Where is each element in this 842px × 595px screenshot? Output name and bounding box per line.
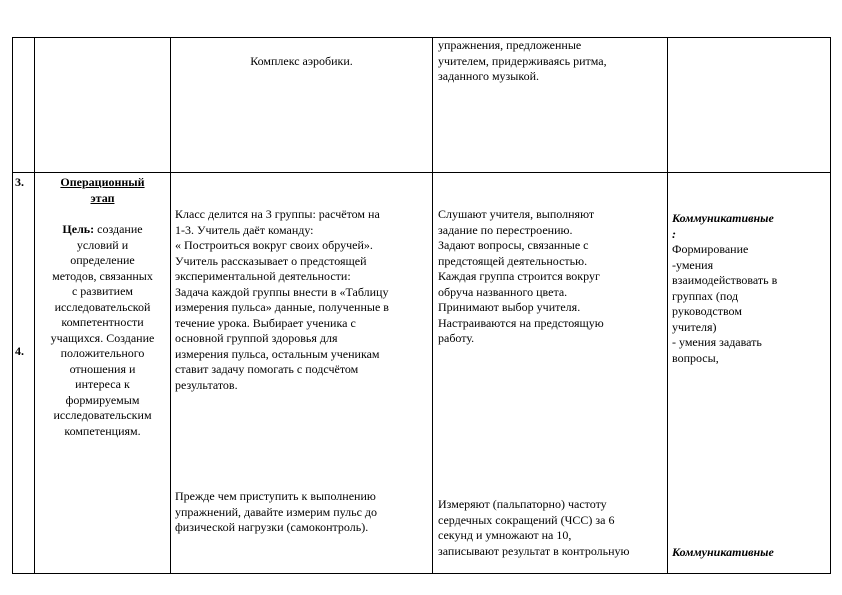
student-activity-prev-cell: упражнения, предложенные учителем, придерживаясь ритма, заданного музыкой.: [438, 38, 607, 83]
stage-goal: Цель: создание: [62, 222, 143, 236]
uud-heading: Коммуникативные: [672, 211, 774, 225]
table-border-left: [12, 37, 13, 573]
teacher-activity-cell: Класс делится на 3 группы: расчётом на 1-3. Учитель даёт команду: « Построиться вокруг своих обручей». Учитель рассказывает о предстоящей экспериментальной деятельности: Задача каждой группы внести в «Таблицу измерения пульса» данные, полученные в течение урока. Выбирает ученика с основной группой здоровья для измерения пульса, остальным ученикам ставит задачу помогать с подсчётом результатов.: [175, 207, 389, 392]
goal-label: Цель:: [62, 222, 95, 236]
teacher-activity-pulse: Прежде чем приступить к выполнению упражнений, давайте измерим пульс до физической нагрузки (самоконтроль).: [175, 489, 378, 534]
table-border-right: [830, 37, 831, 573]
student-activity-cell: Слушают учителя, выполняют задание по перестроению. Задают вопросы, связанные с предстоящей деятельностью. Каждая группа строится вокруг обруча названного цвета. Принимают выбор учителя. Настраиваются на предстоящую работу.: [438, 207, 604, 345]
column-divider-4: [667, 37, 668, 573]
uud-cell: Коммуникативные : Формирование -умения взаимодействовать в группах (под руководством учителя) - умения задавать вопросы,: [672, 211, 829, 366]
row-number-4: 4.: [15, 344, 24, 358]
column-divider-2: [170, 37, 171, 573]
aerobics-complex-cell: Комплекс аэробики.: [250, 54, 353, 68]
uud-heading-2: Коммуникативные: [672, 545, 774, 559]
stage-cell: Операционный этап Цель: создание условий и определение методов, связанных с развитием исследовательской компетентности учащихся. Создание положительного отношения и интереса к формируемым исследовательским компетенциям.: [35, 175, 170, 439]
stage-title-line2: этап: [90, 190, 115, 205]
row-divider: [12, 172, 831, 173]
table-border-top: [12, 37, 831, 38]
student-activity-pulse: Измеряют (пальпаторно) частоту сердечных сокращений (ЧСС) за 6 секунд и умножают на 10, записывают результат в контрольную: [438, 497, 630, 558]
row-number-3: 3.: [15, 175, 24, 189]
table-border-bottom: [12, 573, 831, 574]
stage-title: Операционный: [60, 175, 145, 189]
column-divider-3: [432, 37, 433, 573]
